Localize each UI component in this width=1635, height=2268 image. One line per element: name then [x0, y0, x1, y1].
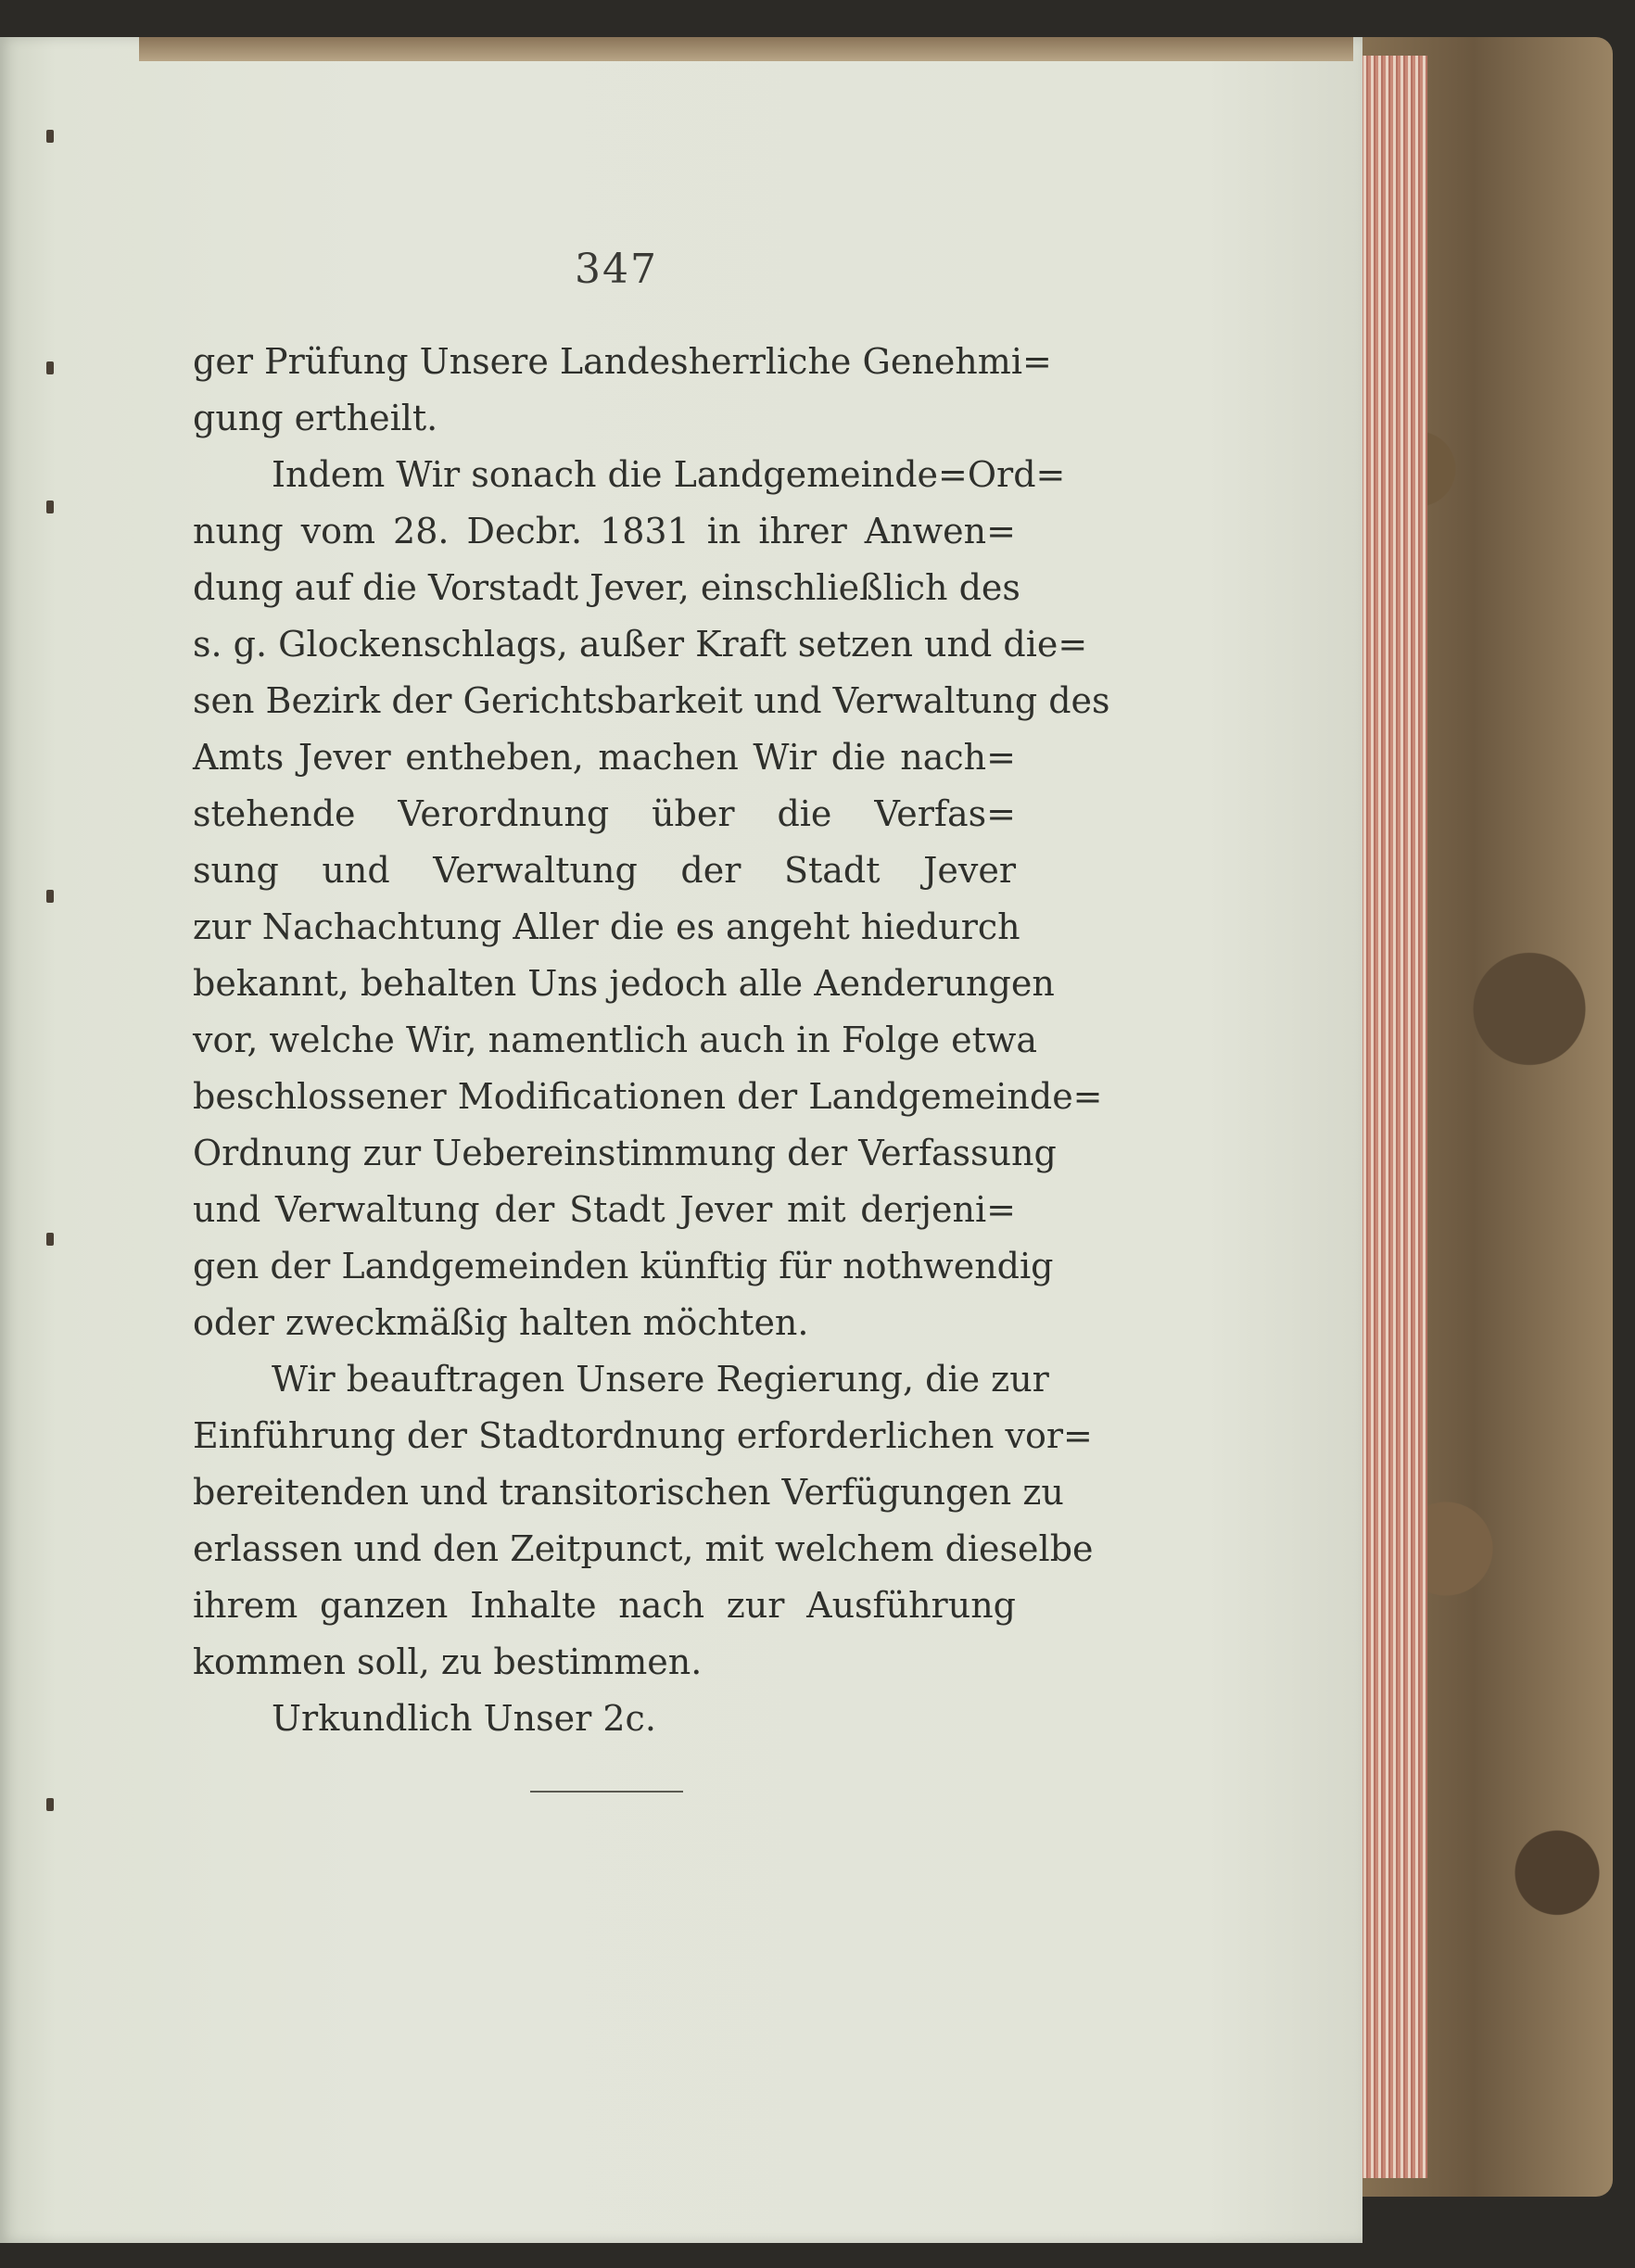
text-line: s. g. Glockenschlags, außer Kraft setzen und die=: [193, 624, 1088, 665]
page-edges: [1353, 56, 1427, 2178]
binding-stitch: [46, 890, 54, 903]
text-line: bereitenden und transitorischen Verfügungen zu: [193, 1472, 1064, 1513]
text-line: Wir beauftragen Unsere Regierung, die zur: [272, 1359, 1049, 1400]
binding-stitch: [46, 500, 54, 513]
top-binding-strip: [139, 37, 1353, 61]
binding-stitch: [46, 1233, 54, 1246]
text-line: dung auf die Vorstadt Jever, einschließlich des: [193, 567, 1020, 608]
text-line: ger Prüfung Unsere Landesherrliche Genehmi=: [193, 341, 1052, 382]
text-line: Urkundlich Unser 2c.: [272, 1698, 656, 1739]
text-line: und Verwaltung der Stadt Jever mit derjeni=: [193, 1189, 1016, 1230]
text-line: nung vom 28. Decbr. 1831 in ihrer Anwen=: [193, 511, 1016, 551]
body-text: [193, 334, 1110, 1747]
text-line: gen der Landgemeinden künftig für nothwendig: [193, 1246, 1054, 1286]
text-line: kommen soll, zu bestimmen.: [193, 1641, 703, 1682]
text-line: beschlossener Modificationen der Landgemeinde=: [193, 1076, 1103, 1117]
text-line: Indem Wir sonach die Landgemeinde=Ord=: [272, 454, 1066, 495]
text-line: ihrem ganzen Inhalte nach zur Ausführung: [193, 1585, 1016, 1626]
text-line: stehende Verordnung über die Verfas=: [193, 793, 1016, 834]
text-line: vor, welche Wir, namentlich auch in Folge etwa: [193, 1020, 1038, 1060]
text-line: Ordnung zur Uebereinstimmung der Verfassung: [193, 1133, 1057, 1173]
text-line: Amts Jever entheben, machen Wir die nach=: [193, 737, 1016, 778]
section-divider: [530, 1791, 683, 1793]
page-number: 347: [575, 246, 658, 293]
text-line: bekannt, behalten Uns jedoch alle Aenderungen: [193, 963, 1055, 1004]
text-line: zur Nachachtung Aller die es angeht hiedurch: [193, 906, 1020, 947]
text-line: sung und Verwaltung der Stadt Jever: [193, 850, 1016, 891]
binding-stitch: [46, 361, 54, 374]
binding-stitch: [46, 130, 54, 143]
text-line: gung ertheilt.: [193, 398, 438, 438]
text-line: erlassen und den Zeitpunct, mit welchem dieselbe: [193, 1528, 1094, 1569]
text-line: sen Bezirk der Gerichtsbarkeit und Verwaltung des: [193, 680, 1110, 721]
text-line: Einführung der Stadtordnung erforderlichen vor=: [193, 1415, 1093, 1456]
text-line: oder zweckmäßig halten möchten.: [193, 1302, 809, 1343]
binding-stitch: [46, 1798, 54, 1811]
